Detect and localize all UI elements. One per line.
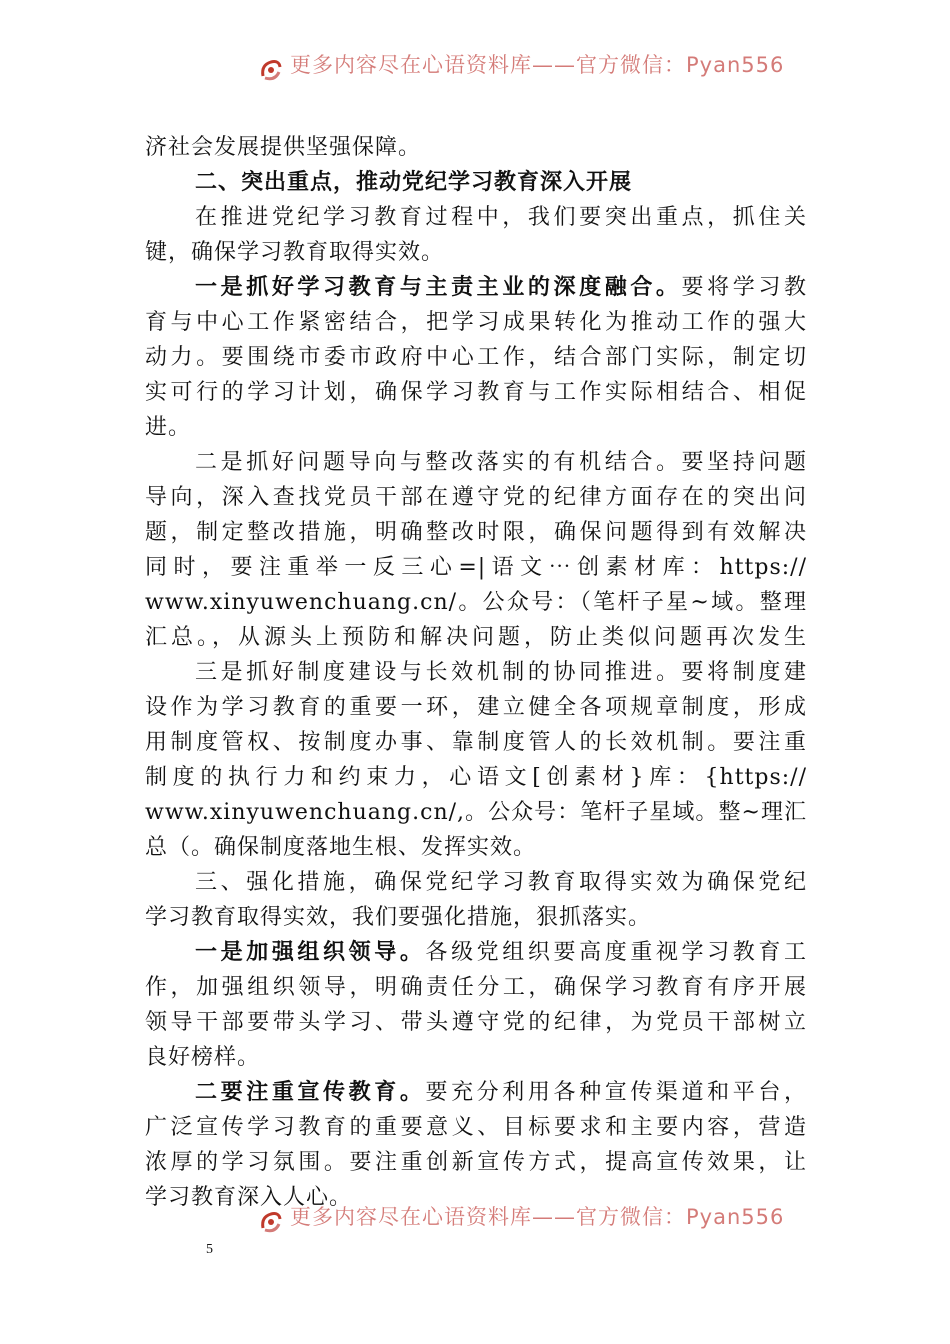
page-number: 5 <box>206 1242 213 1257</box>
paragraph-line: 同时，要注重举一反三心=|语文⋯创素材库：https:// <box>145 555 807 580</box>
paragraph-text: 要将学习教 <box>681 275 807 300</box>
paragraph-line: 良好榜样。 <box>145 1045 261 1070</box>
watermark-footer <box>258 1206 784 1238</box>
logo-icon <box>258 1209 284 1235</box>
paragraph-line: 总（。确保制度落地生根、发挥实效。 <box>145 835 537 860</box>
paragraph-line: 设作为学习教育的重要一环，建立健全各项规章制度，形成 <box>145 695 807 720</box>
paragraph-line: 实可行的学习计划，确保学习教育与工作实际相结合、相促 <box>145 380 807 405</box>
bold-lead: 二要注重宣传教育。 <box>195 1079 426 1105</box>
paragraph-line: 制度的执行力和约束力，心语文[创素材}库：{https:// <box>145 765 807 790</box>
paragraph-text: 各级党组织要高度重视学习教育工 <box>425 940 807 965</box>
paragraph-line: 作，加强组织领导，明确责任分工，确保学习教育有序开展 <box>145 975 807 1000</box>
paragraph-line: 二是抓好问题导向与整改落实的有机结合。要坚持问题 <box>195 450 807 475</box>
paragraph-line: 学习教育取得实效，我们要强化措施，狠抓落实。 <box>145 905 652 930</box>
paragraph-line: www.xinyuwenchuang.cn/,。公众号：笔杆子星域。整~理汇 <box>145 800 807 825</box>
watermark-header <box>258 54 784 86</box>
paragraph-line: 进。 <box>145 415 192 440</box>
paragraph-line: 领导干部要带头学习、带头遵守党的纪律，为党员干部树立 <box>145 1010 807 1035</box>
paragraph-line: 育与中心工作紧密结合，把学习成果转化为推动工作的强大 <box>145 310 807 335</box>
paragraph-line: 浓厚的学习氛围。要注重创新宣传方式，提高宣传效果，让 <box>145 1150 807 1175</box>
paragraph-line: 三、强化措施，确保党纪学习教育取得实效为确保党纪 <box>195 870 807 895</box>
logo-icon <box>258 57 284 83</box>
paragraph-line: 动力。要围绕市委市政府中心工作，结合部门实际，制定切 <box>145 345 807 370</box>
watermark-text: 更多内容尽在心语资料库——官方微信：Pyan556 <box>290 1206 785 1229</box>
paragraph-line: 题，制定整改措施，明确整改时限，确保问题得到有效解决 <box>145 520 807 545</box>
paragraph-line: 汇总。，从源头上预防和解决问题，防止类似问题再次发生 <box>145 625 807 650</box>
paragraph-line: 在推进党纪学习教育过程中，我们要突出重点，抓住关 <box>195 205 807 230</box>
bold-lead: 一是加强组织领导。 <box>195 939 426 965</box>
paragraph-line: 济社会发展提供坚强保障。 <box>145 135 422 160</box>
paragraph-line <box>145 270 807 305</box>
paragraph-text: 要充分利用各种宣传渠道和平台， <box>425 1080 807 1105</box>
watermark-text: 更多内容尽在心语资料库——官方微信：Pyan556 <box>290 54 785 77</box>
document-body <box>145 130 807 1215</box>
paragraph-line: 导向，深入查找党员干部在遵守党的纪律方面存在的突出问 <box>145 485 807 510</box>
paragraph-line: www.xinyuwenchuang.cn/。公众号：（笔杆子星~域。整理 <box>145 590 807 615</box>
paragraph-line <box>145 935 807 970</box>
paragraph-line: 用制度管权、按制度办事、靠制度管人的长效机制。要注重 <box>145 730 807 755</box>
section-heading: 二、突出重点，推动党纪学习教育深入开展 <box>195 170 633 195</box>
paragraph-line <box>145 1075 807 1110</box>
paragraph-line: 广泛宣传学习教育的重要意义、目标要求和主要内容，营造 <box>145 1115 807 1140</box>
bold-lead: 一是抓好学习教育与主责主业的深度融合。 <box>195 274 682 300</box>
paragraph-line: 学习教育深入人心。 <box>145 1185 353 1210</box>
paragraph-line: 三是抓好制度建设与长效机制的协同推进。要将制度建 <box>195 660 807 685</box>
paragraph-line: 键，确保学习教育取得实效。 <box>145 240 445 265</box>
